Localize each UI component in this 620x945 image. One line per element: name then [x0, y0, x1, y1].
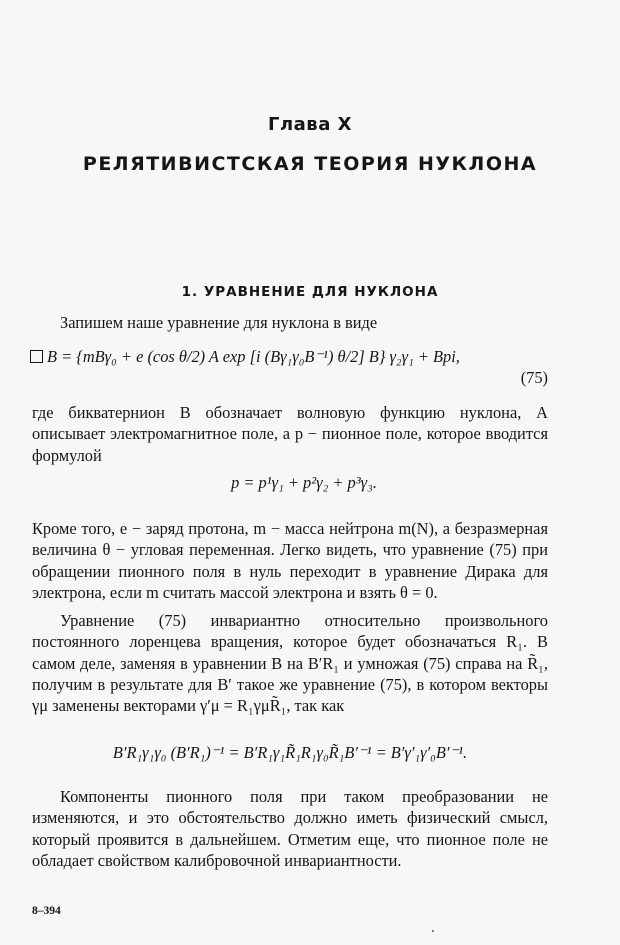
paragraph-3: Уравнение (75) инвариантно относительно произвольного постоянного лоренцева вращения, которое будет обозначаться R₁. В самом деле, заменяя в уравнении B на B′R₁ и умножая (75) справа на R̃₁, получим в результате для B′ такое же уравнение (75), в котором векторы γμ заменены векторами γ′μ = R₁γμR̃₁, так как [32, 611, 548, 716]
chapter-title: РЕЛЯТИВИСТСКАЯ ТЕОРИЯ НУКЛОНА [82, 153, 538, 175]
equation-p: p = p¹γ₁ + p²γ₂ + p³γ₃. [231, 473, 377, 492]
equation-transform: B′R₁γ₁γ₀ (B′R₁)⁻¹ = B′R₁γ₁R̃₁R₁γ₀R̃₁B′⁻¹ = B′γ′₁γ′₀B′⁻¹. [112, 743, 468, 762]
equation-75 [30, 346, 560, 367]
paragraph-2: Кроме того, e − заряд протона, m − масса нейтрона m(N), а безразмерная величина θ − угловая переменная. Легко видеть, что уравнение (75) при обращении пионного поля в нуль переходит в уравнение Дирака для электрона, если m считать массой электрона и взять θ = 0. [32, 519, 548, 602]
paragraph-4: Компоненты пионного поля при таком преобразовании не изменяются, и это обстоятельство должно иметь физический смысл, который проявится в дальнейшем. Отметим еще, что пионное поле не обладает свойством калибровочной инвариантности. [32, 787, 548, 870]
section-title: 1. УРАВНЕНИЕ ДЛЯ НУКЛОНА [181, 284, 439, 300]
paragraph-1: где бикватернион B обозначает волновую функцию нуклона, A описывает электромагнитное поле, а p − пионное поле, которое вводится формулой [32, 403, 548, 465]
intro-text: Запишем наше уравнение для нуклона в виде [60, 313, 378, 332]
equation-75-body: B = {mBγ₀ + e (cos θ/2) A exp [i (Bγ₁γ₀B⁻¹) θ/2] B} γ₂γ₁ + Bpi, [47, 347, 460, 366]
chapter-label: Глава X [268, 114, 352, 135]
equation-75-number: (75) [520, 368, 548, 387]
printer-signature: 8–394 [32, 905, 61, 917]
speck [432, 930, 434, 932]
dalembertian-box-icon [30, 350, 43, 363]
